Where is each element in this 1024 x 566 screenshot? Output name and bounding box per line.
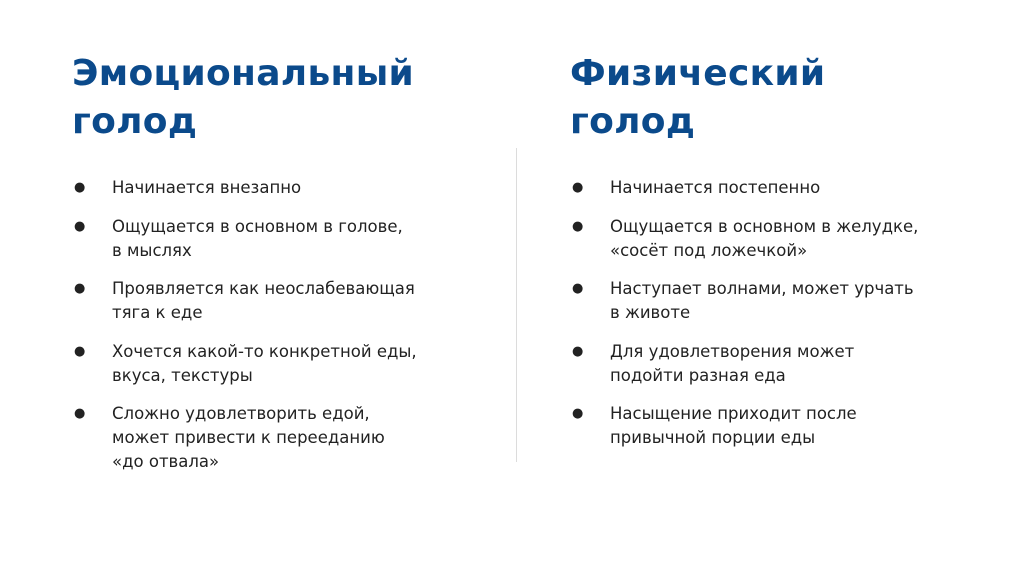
list-item-text <box>610 277 990 325</box>
list-item-text <box>610 340 990 388</box>
bullet-dot: ● <box>74 281 86 296</box>
text-line: тяга к еде <box>112 303 203 322</box>
list-item <box>72 277 482 325</box>
title-line: Эмоциональный <box>72 53 415 94</box>
bullet-dot: ● <box>74 343 86 359</box>
list-item <box>72 402 482 474</box>
emotional-hunger-list <box>72 176 482 489</box>
bullet-dot: ● <box>74 218 86 234</box>
text-line: Ощущается в основном в голове, <box>112 216 403 236</box>
text-line: Начинается внезапно <box>112 178 302 197</box>
list-item-text <box>610 402 990 450</box>
bullet-dot: ● <box>572 218 584 234</box>
emotional-hunger-title <box>72 50 482 146</box>
bullet-dot: ● <box>572 281 584 296</box>
text-line: подойти разная еда <box>610 365 786 385</box>
text-line: Сложно удовлетворить едой, <box>112 404 370 423</box>
text-line: Хочется какой-то конкретной еды, <box>112 341 417 361</box>
title-line: Физический <box>570 53 826 94</box>
text-line: привычной порции еды <box>610 428 816 447</box>
list-item <box>72 176 482 200</box>
text-line: Проявляется как неослабевающая <box>112 279 415 298</box>
text-line: в мыслях <box>112 240 192 260</box>
list-item-text <box>112 215 482 263</box>
bullet-dot: ● <box>572 406 584 421</box>
list-item-text <box>610 215 990 263</box>
list-item <box>72 215 482 263</box>
list-item-text <box>112 340 482 388</box>
bullet-dot: ● <box>572 343 584 359</box>
text-line: в животе <box>610 303 691 322</box>
bullet-dot: ● <box>74 406 86 421</box>
text-line: вкуса, текстуры <box>112 365 253 385</box>
list-item-text <box>112 277 482 325</box>
list-item-text <box>112 176 482 200</box>
column-divider <box>516 148 517 462</box>
list-item <box>570 340 990 388</box>
list-item <box>72 340 482 388</box>
title-line: голод <box>570 101 696 142</box>
physical-hunger-title <box>570 50 990 146</box>
text-line: Ощущается в основном в желудке, <box>610 216 919 236</box>
list-item <box>570 215 990 263</box>
list-item <box>570 277 990 325</box>
list-item-text <box>112 402 482 474</box>
text-line: «до отвала» <box>112 452 220 471</box>
text-line: «сосёт под ложечкой» <box>610 240 808 260</box>
text-line: Для удовлетворения может <box>610 341 855 361</box>
text-line: Начинается постепенно <box>610 178 821 197</box>
physical-hunger-list <box>570 176 990 465</box>
text-line: может привести к перееданию <box>112 428 385 447</box>
bullet-dot: ● <box>74 180 86 195</box>
text-line: Насыщение приходит после <box>610 404 857 423</box>
list-item <box>570 402 990 450</box>
list-item-text <box>610 176 990 200</box>
text-line: Наступает волнами, может урчать <box>610 279 914 298</box>
bullet-dot: ● <box>572 180 584 195</box>
list-item <box>570 176 990 200</box>
physical-hunger-column <box>570 50 990 447</box>
emotional-hunger-column <box>72 50 482 471</box>
title-line: голод <box>72 101 198 142</box>
